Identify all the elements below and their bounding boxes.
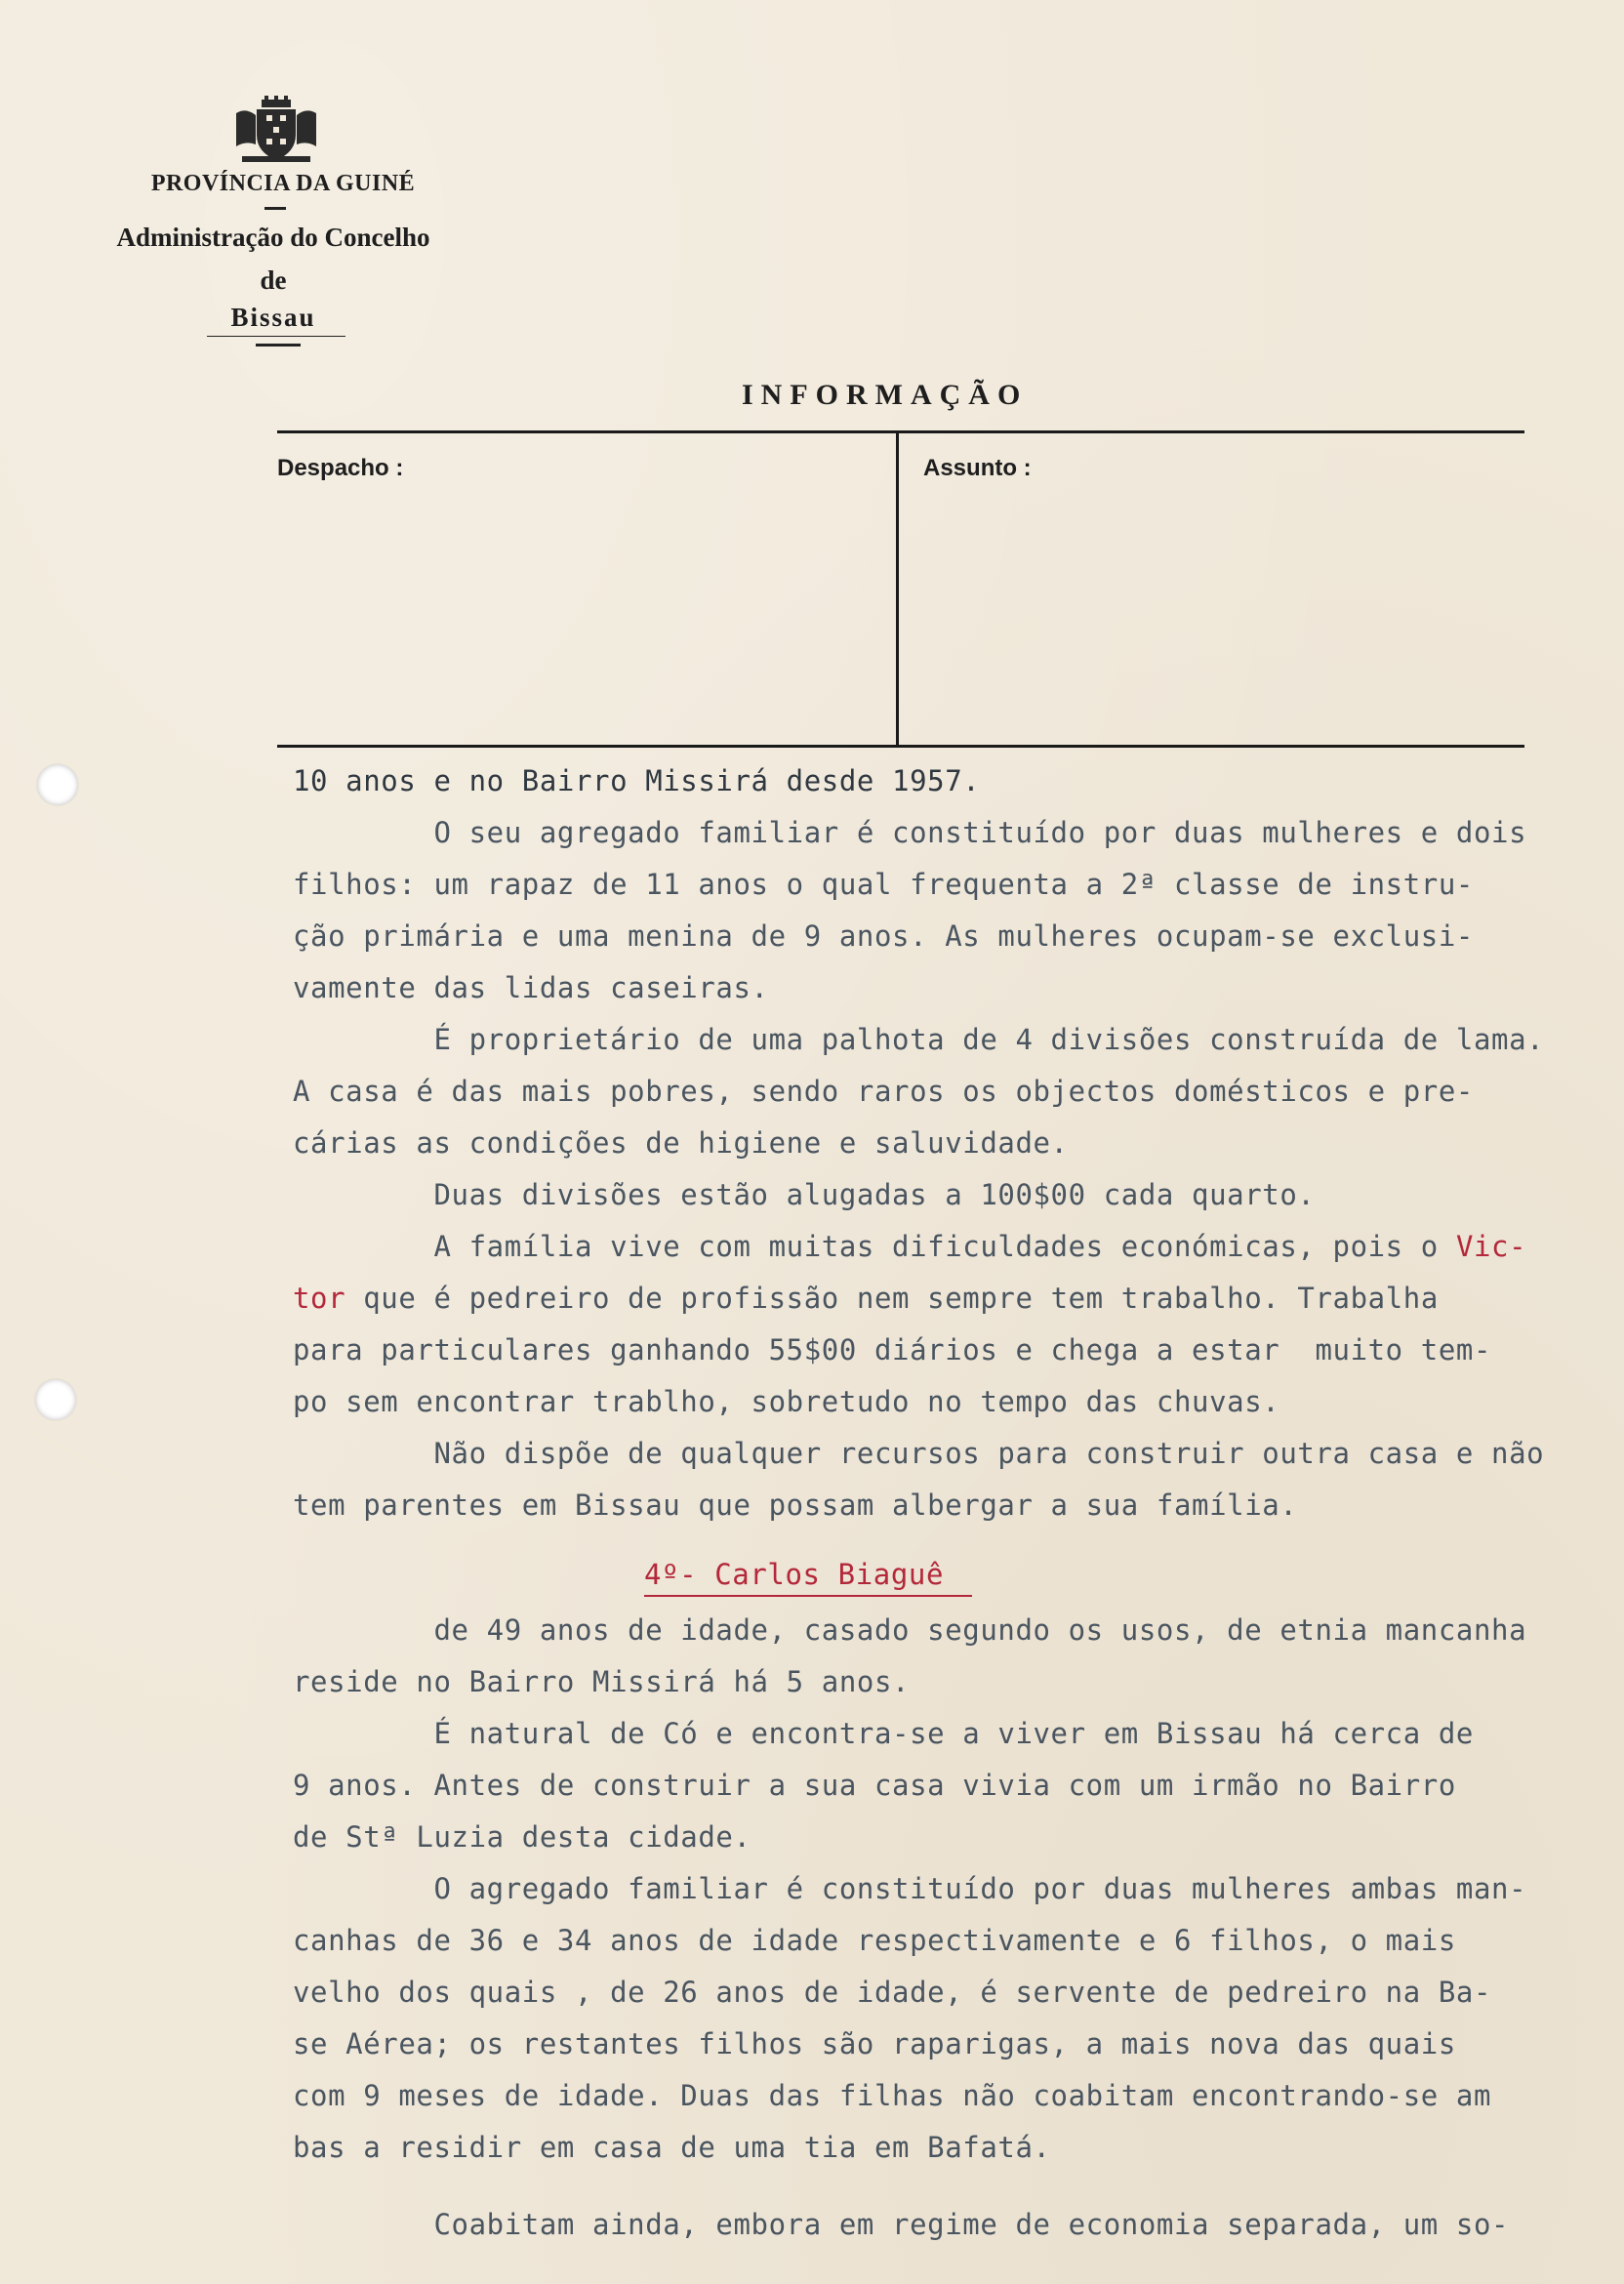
body-line-10-text: A família vive com muitas dificuldades económicas, pois o [293,1230,1456,1263]
name-victor-part2: tor [293,1282,346,1315]
body-line-11-text: que é pedreiro de profissão nem sempre tem trabalho. Trabalha [345,1282,1439,1315]
body-line-8: cárias as condições de higiene e saluvidade. [293,1126,1069,1160]
letterhead-underline [207,336,345,337]
body-line-3: filhos: um rapaz de 11 anos o qual frequenta a 2ª classe de instru- [293,868,1474,901]
body-line-23: velho dos quais , de 26 anos de idade, é servente de pedreiro na Ba- [293,1976,1492,2009]
body-line-6: É proprietário de uma palhota de 4 divisões construída de lama. [293,1023,1545,1056]
coat-of-arms-icon [232,96,320,164]
body-line-5: vamente das lidas caseiras. [293,971,769,1004]
letterhead-de: de [260,265,287,295]
body-line-9: Duas divisões estão alugadas a 100$00 cada quarto. [293,1178,1316,1211]
letterhead-dash [264,207,286,210]
body-line-11 [293,1282,1601,1315]
form-divider [896,430,899,745]
body-line-24: se Aérea; os restantes filhos são raparigas, a mais nova das quais [293,2027,1456,2060]
punch-hole-bottom [35,1379,76,1420]
form-bottom-rule [277,745,1524,748]
body-line-18: É natural de Có e encontra-se a viver em Bissau há cerca de [293,1717,1474,1750]
body-line-4: ção primária e uma menina de 9 anos. As mulheres ocupam-se exclusi- [293,919,1474,953]
form-top-rule [277,430,1524,433]
body-line-14: Não dispõe de qualquer recursos para construir outra casa e não [293,1437,1545,1470]
section-heading: 4º- Carlos Biaguê [644,1558,945,1591]
assunto-label: Assunto : [923,455,1032,481]
body-line-22: canhas de 36 e 34 anos de idade respectivamente e 6 filhos, o mais [293,1924,1456,1957]
form-title: INFORMAÇÃO [742,379,1029,411]
name-victor-part1: Vic- [1455,1230,1527,1263]
body-line-17: reside no Bairro Missirá há 5 anos. [293,1665,911,1698]
body-line-20: de Stª Luzia desta cidade. [293,1820,751,1854]
body-line-1: 10 anos e no Bairro Missirá desde 1957. [293,764,981,797]
body-line-21: O agregado familiar é constituído por duas mulheres ambas man- [293,1872,1527,1905]
despacho-label: Despacho : [277,455,404,481]
body-line-25: com 9 meses de idade. Duas das filhas não coabitam encontrando-se am [293,2079,1492,2112]
body-line-12: para particulares ganhando 55$00 diários e chega a estar muito tem- [293,1333,1492,1366]
body-line-13: po sem encontrar trablho, sobretudo no tempo das chuvas. [293,1385,1280,1418]
body-line-7: A casa é das mais pobres, sendo raros os objectos domésticos e pre- [293,1075,1474,1108]
body-line-15: tem parentes em Bissau que possam albergar a sua família. [293,1489,1298,1522]
body-line-10 [293,1230,1601,1263]
punch-hole-top [37,764,78,805]
body-line-16: de 49 anos de idade, casado segundo os usos, de etnia mancanha [293,1613,1527,1647]
body-line-19: 9 anos. Antes de construir a sua casa vivia com um irmão no Bairro [293,1769,1456,1802]
section-heading-underline [644,1595,972,1597]
body-line-2: O seu agregado familiar é constituído por duas mulheres e dois [293,816,1527,849]
letterhead-province: PROVÍNCIA DA GUINÉ [150,171,416,196]
body-line-26: bas a residir em casa de uma tia em Bafatá. [293,2131,1051,2164]
letterhead-dash-bottom [256,344,301,347]
letterhead-administration: Administração do Concelho [116,223,430,252]
letterhead-city: Bissau [230,303,316,332]
body-line-27: Coabitam ainda, embora em regime de economia separada, um so- [293,2208,1510,2241]
